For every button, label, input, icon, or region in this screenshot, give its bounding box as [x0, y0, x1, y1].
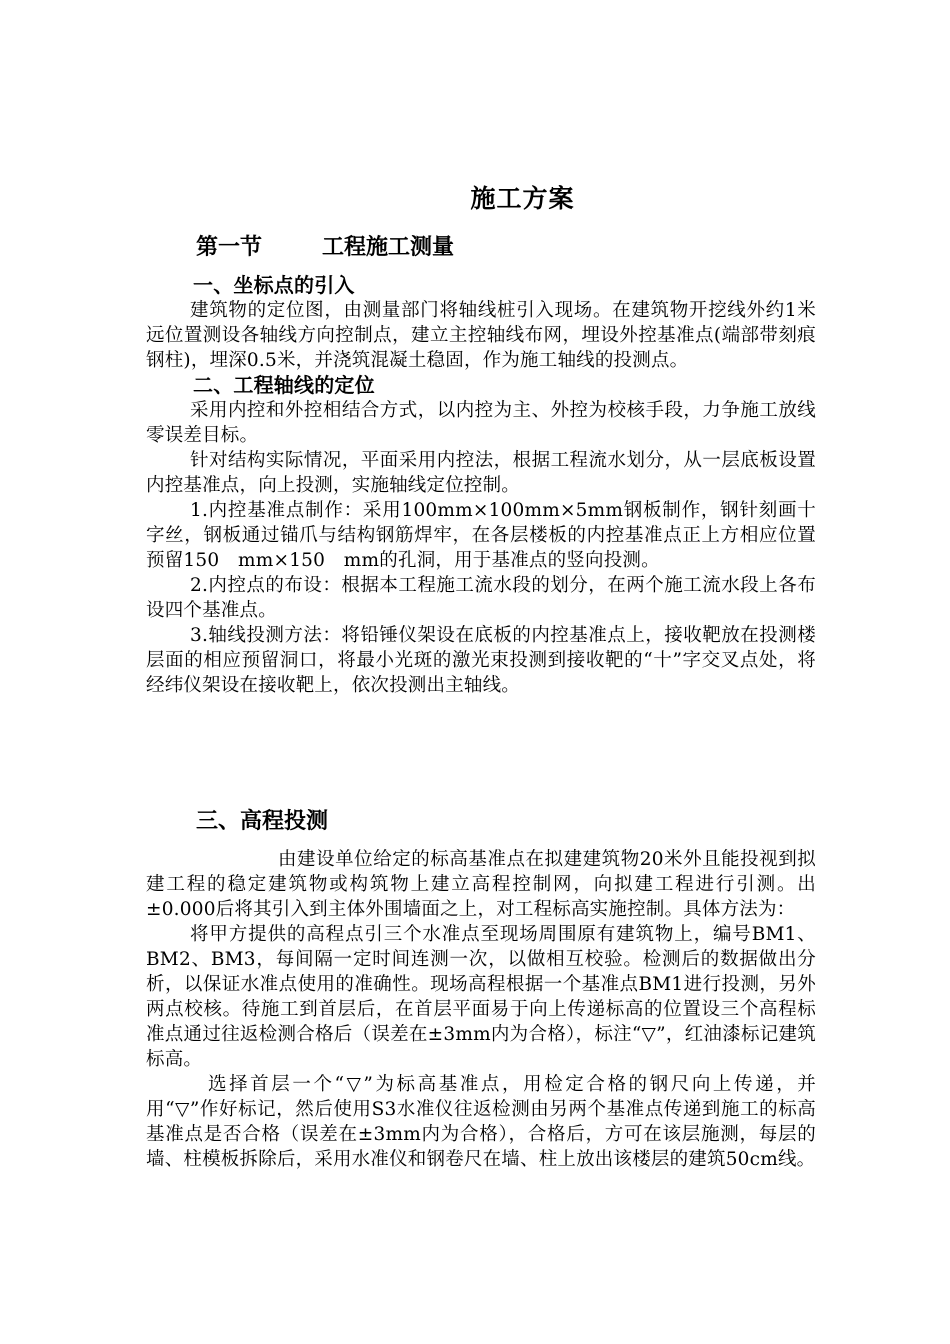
paragraph: 2.内控点的布设：根据本工程施工流水段的划分，在两个施工流水段上各布设四个基准点。 [146, 575, 816, 621]
subheading-axis-positioning: 二、工程轴线的定位 [193, 373, 375, 397]
section-heading [196, 233, 454, 263]
paragraph: 1.内控基准点制作：采用100mm×100mm×5mm钢板制作，钢针刻画十字丝，钢板通过锚爪与结构钢筋焊牢，在各层楼板的内控基准点正上方相应位置预留150 mm×150 mm的孔洞，用于基准点的竖向投测。 [146, 500, 816, 571]
document-title: 施工方案 [470, 184, 575, 213]
paragraph: 3.轴线投测方法：将铅锤仪架设在底板的内控基准点上，接收靶放在投测楼层面的相应预留洞口，将最小光斑的激光束投测到接收靶的“十”字交叉点处，将经纬仪架设在接收靶上，依次投测出主轴线。 [146, 625, 816, 696]
subheading-elevation-survey: 三、高程投测 [196, 809, 329, 834]
paragraph: 选择首层一个“▽”为标高基准点，用检定合格的钢尺向上传递，并用“▽”作好标记，然后使用S3水准仪往返检测由另两个基准点传递到施工的标高基准点是否合格（误差在±3mm内为合格），合格后，方可在该层施测，每层的墙、柱模板拆除后，采用水准仪和钢卷尺在墙、柱上放出该楼层的建筑50cm线。 [146, 1074, 816, 1170]
section-name: 工程施工测量 [322, 235, 455, 260]
paragraph: 由建设单位给定的标高基准点在拟建建筑物20米外且能投视到拟建工程的稳定建筑物或构筑物上建立高程控制网，向拟建工程进行引测。出±0.000后将其引入到主体外围墙面之上，对工程标高实施控制。具体方法为： [146, 849, 816, 920]
paragraph: 针对结构实际情况，平面采用内控法，根据工程流水划分，从一层底板设置内控基准点，向上投测，实施轴线定位控制。 [146, 450, 816, 496]
paragraph: 将甲方提供的高程点引三个水准点至现场周围原有建筑物上，编号BM1、BM2、BM3，每间隔一定时间连测一次，以做相互校验。检测后的数据做出分析，以保证水准点使用的准确性。现场高程根据一个基准点BM1进行投测，另外两点校核。待施工到首层后，在首层平面易于向上传递标高的位置设三个高程标准点通过往返检测合格后（误差在±3mm内为合格），标注“▽”，红油漆标记建筑标高。 [146, 924, 816, 1070]
section-number: 第一节 [196, 235, 263, 260]
paragraph: 采用内控和外控相结合方式，以内控为主、外控为校核手段，力争施工放线零误差目标。 [146, 400, 816, 446]
paragraph: 建筑物的定位图，由测量部门将轴线桩引入现场。在建筑物开挖线外约1米远位置测设各轴线方向控制点，建立主控轴线布网，埋设外控基准点(端部带刻痕钢柱)，埋深0.5米，并浇筑混凝土稳固，作为施工轴线的投测点。 [146, 300, 816, 371]
section-body-lower [146, 847, 816, 1172]
section-body-upper [146, 273, 816, 698]
subheading-coordinate-points: 一、坐标点的引入 [193, 273, 355, 297]
